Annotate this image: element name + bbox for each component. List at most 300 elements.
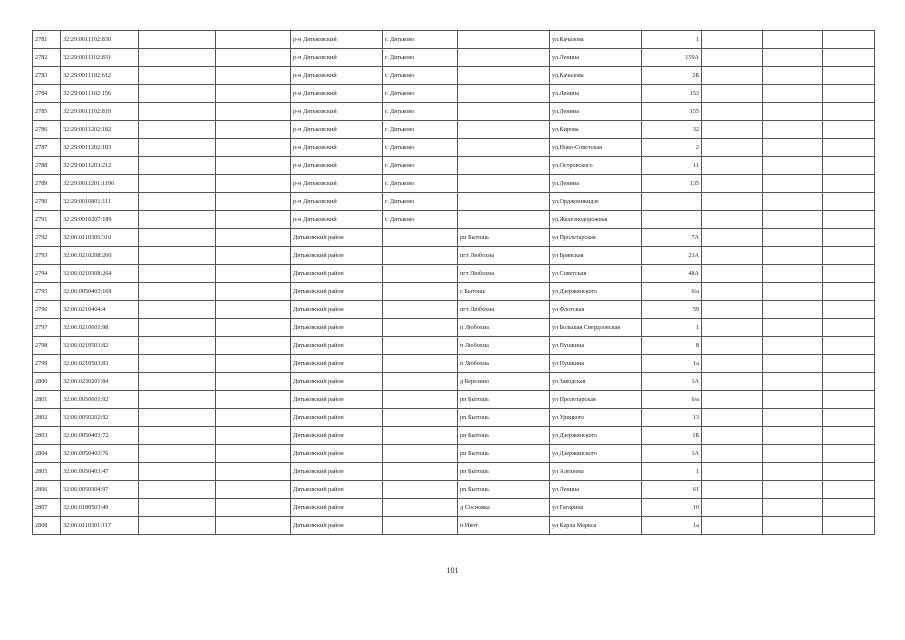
cadastral-number-cell: 32:29:0011201:1196: [61, 175, 139, 193]
row-number-cell: 2798: [33, 337, 61, 355]
row-number-cell: 2782: [33, 49, 61, 67]
row-number-cell: 2802: [33, 409, 61, 427]
empty-cell: [823, 85, 875, 103]
house-number-cell: 1: [642, 319, 702, 337]
district-cell: р-н Дятьковский: [291, 49, 383, 67]
empty-cell: [763, 463, 823, 481]
street-cell: ул Гагарина: [550, 499, 642, 517]
city-cell: г. Дятьково: [383, 85, 458, 103]
cadastral-number-cell: 32:06:0230201:84: [61, 373, 139, 391]
city-cell: [383, 355, 458, 373]
settlement-cell: [458, 121, 550, 139]
street-cell: ул.Ленина: [550, 103, 642, 121]
cadastral-number-cell: 32:29:0010801:111: [61, 193, 139, 211]
row-number-cell: 2786: [33, 121, 61, 139]
empty-cell: [216, 193, 291, 211]
empty-cell: [763, 85, 823, 103]
row-number-cell: 2789: [33, 175, 61, 193]
row-number-cell: 2805: [33, 463, 61, 481]
street-cell: ул.Кирова: [550, 121, 642, 139]
street-cell: ул.Ленина: [550, 85, 642, 103]
row-number-cell: 2806: [33, 481, 61, 499]
empty-cell: [702, 49, 763, 67]
table-row: [33, 175, 875, 193]
empty-cell: [702, 337, 763, 355]
empty-cell: [823, 193, 875, 211]
empty-cell: [216, 427, 291, 445]
house-number-cell: 1: [642, 463, 702, 481]
settlement-cell: рп Бытошь: [458, 463, 550, 481]
district-cell: Дятьковский район: [291, 481, 383, 499]
empty-cell: [702, 445, 763, 463]
row-number-cell: 2784: [33, 85, 61, 103]
empty-cell: [823, 49, 875, 67]
street-cell: ул Дзержинского: [550, 283, 642, 301]
district-cell: Дятьковский район: [291, 445, 383, 463]
district-cell: р-н Дятьковский: [291, 157, 383, 175]
settlement-cell: [458, 31, 550, 49]
settlement-cell: п Любохна: [458, 319, 550, 337]
table-row: [33, 283, 875, 301]
empty-cell: [139, 301, 216, 319]
settlement-cell: д Березино: [458, 373, 550, 391]
house-number-cell: 48А: [642, 265, 702, 283]
cadastral-number-cell: 32:06:0050403:72: [61, 427, 139, 445]
settlement-cell: пгт Любохна: [458, 247, 550, 265]
empty-cell: [763, 193, 823, 211]
district-cell: р-н Дятьковский: [291, 121, 383, 139]
settlement-cell: пгт Любохна: [458, 301, 550, 319]
house-number-cell: 2Б: [642, 67, 702, 85]
street-cell: ул Пролетарская: [550, 391, 642, 409]
cadastral-number-cell: 32:06:0110301:117: [61, 517, 139, 535]
settlement-cell: [458, 193, 550, 211]
table-row: [33, 337, 875, 355]
city-cell: [383, 301, 458, 319]
street-cell: ул Карла Маркса: [550, 517, 642, 535]
city-cell: [383, 445, 458, 463]
empty-cell: [139, 67, 216, 85]
district-cell: Дятьковский район: [291, 283, 383, 301]
empty-cell: [139, 355, 216, 373]
district-cell: р-н Дятьковский: [291, 67, 383, 85]
district-cell: р-н Дятьковский: [291, 139, 383, 157]
street-cell: ул Дзержинского: [550, 445, 642, 463]
street-cell: ул Алехеева: [550, 463, 642, 481]
cadastral-number-cell: 32:29:0011102:819: [61, 103, 139, 121]
table-row: [33, 85, 875, 103]
empty-cell: [216, 175, 291, 193]
district-cell: Дятьковский район: [291, 463, 383, 481]
empty-cell: [823, 139, 875, 157]
table-row: [33, 247, 875, 265]
house-number-cell: 6/а: [642, 391, 702, 409]
house-number-cell: 1А: [642, 445, 702, 463]
empty-cell: [139, 103, 216, 121]
city-cell: [383, 463, 458, 481]
address-table: [32, 30, 875, 535]
cadastral-number-cell: 32:06:0050403:47: [61, 463, 139, 481]
empty-cell: [216, 103, 291, 121]
empty-cell: [763, 103, 823, 121]
empty-cell: [823, 121, 875, 139]
district-cell: р-н Дятьковский: [291, 193, 383, 211]
empty-cell: [702, 157, 763, 175]
empty-cell: [823, 301, 875, 319]
empty-cell: [216, 121, 291, 139]
row-number-cell: 2799: [33, 355, 61, 373]
street-cell: ул.Железнодорожная: [550, 211, 642, 229]
table-row: [33, 49, 875, 67]
empty-cell: [702, 481, 763, 499]
table-row: [33, 103, 875, 121]
settlement-cell: рп Бытошь: [458, 229, 550, 247]
house-number-cell: 135: [642, 175, 702, 193]
row-number-cell: 2801: [33, 391, 61, 409]
empty-cell: [216, 409, 291, 427]
city-cell: [383, 319, 458, 337]
cadastral-number-cell: 32:06:0050304:97: [61, 481, 139, 499]
empty-cell: [763, 409, 823, 427]
street-cell: ул Ленина: [550, 481, 642, 499]
cadastral-number-cell: 32:06:0050601:92: [61, 391, 139, 409]
row-number-cell: 2794: [33, 265, 61, 283]
district-cell: Дятьковский район: [291, 247, 383, 265]
empty-cell: [139, 157, 216, 175]
row-number-cell: 2790: [33, 193, 61, 211]
empty-cell: [763, 373, 823, 391]
cadastral-number-cell: 32:06:0210404:4: [61, 301, 139, 319]
empty-cell: [139, 481, 216, 499]
empty-cell: [823, 463, 875, 481]
empty-cell: [702, 391, 763, 409]
district-cell: р-н Дятьковский: [291, 31, 383, 49]
empty-cell: [139, 139, 216, 157]
empty-cell: [216, 499, 291, 517]
cadastral-number-cell: 32:29:0011203:212: [61, 157, 139, 175]
empty-cell: [216, 85, 291, 103]
cadastral-number-cell: 32:29:0010207:189: [61, 211, 139, 229]
city-cell: [383, 337, 458, 355]
settlement-cell: [458, 49, 550, 67]
empty-cell: [823, 283, 875, 301]
empty-cell: [216, 211, 291, 229]
district-cell: Дятьковский район: [291, 229, 383, 247]
district-cell: Дятьковский район: [291, 355, 383, 373]
table-row: [33, 481, 875, 499]
table-row: [33, 31, 875, 49]
settlement-cell: [458, 157, 550, 175]
row-number-cell: 2800: [33, 373, 61, 391]
empty-cell: [763, 211, 823, 229]
row-number-cell: 2808: [33, 517, 61, 535]
table-row: [33, 463, 875, 481]
district-cell: р-н Дятьковский: [291, 103, 383, 121]
cadastral-number-cell: 32:29:0011102:830: [61, 31, 139, 49]
empty-cell: [139, 265, 216, 283]
settlement-cell: с Бытошь: [458, 283, 550, 301]
empty-cell: [139, 229, 216, 247]
city-cell: г. Дятьково: [383, 157, 458, 175]
street-cell: ул Заводская: [550, 373, 642, 391]
cadastral-number-cell: 32:06:0050202:92: [61, 409, 139, 427]
empty-cell: [823, 229, 875, 247]
row-number-cell: 2787: [33, 139, 61, 157]
empty-cell: [823, 481, 875, 499]
city-cell: [383, 409, 458, 427]
empty-cell: [702, 499, 763, 517]
empty-cell: [216, 157, 291, 175]
empty-cell: [702, 319, 763, 337]
row-number-cell: 2804: [33, 445, 61, 463]
empty-cell: [702, 121, 763, 139]
settlement-cell: пгт Любохна: [458, 265, 550, 283]
empty-cell: [823, 211, 875, 229]
cadastral-number-cell: 32:06:0210308:264: [61, 265, 139, 283]
empty-cell: [702, 31, 763, 49]
table-row: [33, 139, 875, 157]
row-number-cell: 2803: [33, 427, 61, 445]
row-number-cell: 2797: [33, 319, 61, 337]
empty-cell: [702, 265, 763, 283]
empty-cell: [823, 499, 875, 517]
empty-cell: [216, 391, 291, 409]
empty-cell: [823, 319, 875, 337]
city-cell: г. Дятьково: [383, 193, 458, 211]
empty-cell: [702, 463, 763, 481]
empty-cell: [216, 517, 291, 535]
table-row: [33, 517, 875, 535]
empty-cell: [702, 103, 763, 121]
empty-cell: [823, 409, 875, 427]
empty-cell: [763, 391, 823, 409]
house-number-cell: 6/а: [642, 283, 702, 301]
district-cell: р-н Дятьковский: [291, 175, 383, 193]
district-cell: Дятьковский район: [291, 391, 383, 409]
empty-cell: [763, 499, 823, 517]
street-cell: ул.Качалова: [550, 67, 642, 85]
empty-cell: [702, 247, 763, 265]
settlement-cell: п Любохна: [458, 355, 550, 373]
empty-cell: [702, 427, 763, 445]
settlement-cell: [458, 175, 550, 193]
settlement-cell: [458, 139, 550, 157]
street-cell: ул.Ново-Советская: [550, 139, 642, 157]
city-cell: [383, 373, 458, 391]
house-number-cell: 21А: [642, 247, 702, 265]
empty-cell: [763, 265, 823, 283]
street-cell: ул Флотская: [550, 301, 642, 319]
row-number-cell: 2788: [33, 157, 61, 175]
empty-cell: [763, 229, 823, 247]
table-row: [33, 373, 875, 391]
empty-cell: [216, 229, 291, 247]
row-number-cell: 2807: [33, 499, 61, 517]
empty-cell: [216, 301, 291, 319]
empty-cell: [139, 427, 216, 445]
street-cell: ул.Ленина: [550, 49, 642, 67]
cadastral-number-cell: 32:06:0050403:76: [61, 445, 139, 463]
street-cell: ул Пролетарская: [550, 229, 642, 247]
district-cell: Дятьковский район: [291, 265, 383, 283]
house-number-cell: 59: [642, 301, 702, 319]
empty-cell: [763, 283, 823, 301]
empty-cell: [763, 445, 823, 463]
settlement-cell: [458, 211, 550, 229]
empty-cell: [763, 247, 823, 265]
street-cell: ул.Качалова: [550, 31, 642, 49]
table-row: [33, 67, 875, 85]
empty-cell: [216, 265, 291, 283]
empty-cell: [216, 481, 291, 499]
empty-cell: [763, 355, 823, 373]
empty-cell: [763, 31, 823, 49]
house-number-cell: 153: [642, 85, 702, 103]
row-number-cell: 2795: [33, 283, 61, 301]
empty-cell: [216, 337, 291, 355]
house-number-cell: 13: [642, 409, 702, 427]
table-row: [33, 193, 875, 211]
empty-cell: [763, 427, 823, 445]
house-number-cell: 10: [642, 499, 702, 517]
empty-cell: [823, 517, 875, 535]
empty-cell: [702, 373, 763, 391]
street-cell: ул Советская: [550, 265, 642, 283]
empty-cell: [139, 247, 216, 265]
house-number-cell: [642, 193, 702, 211]
row-number-cell: 2785: [33, 103, 61, 121]
empty-cell: [702, 211, 763, 229]
empty-cell: [139, 85, 216, 103]
empty-cell: [823, 67, 875, 85]
district-cell: Дятьковский район: [291, 301, 383, 319]
cadastral-number-cell: 32:29:0011102:156: [61, 85, 139, 103]
house-number-cell: 1а: [642, 355, 702, 373]
district-cell: Дятьковский район: [291, 427, 383, 445]
empty-cell: [702, 301, 763, 319]
district-cell: Дятьковский район: [291, 337, 383, 355]
empty-cell: [763, 337, 823, 355]
house-number-cell: 8: [642, 337, 702, 355]
cadastral-number-cell: 32:29:0011102:612: [61, 67, 139, 85]
empty-cell: [823, 103, 875, 121]
empty-cell: [702, 193, 763, 211]
city-cell: [383, 427, 458, 445]
street-cell: ул.Островского: [550, 157, 642, 175]
street-cell: ул Пушкина: [550, 337, 642, 355]
empty-cell: [139, 193, 216, 211]
empty-cell: [823, 373, 875, 391]
house-number-cell: 61: [642, 481, 702, 499]
settlement-cell: рп Бытошь: [458, 445, 550, 463]
empty-cell: [763, 121, 823, 139]
settlement-cell: п Ивот: [458, 517, 550, 535]
empty-cell: [139, 445, 216, 463]
settlement-cell: п Любохна: [458, 337, 550, 355]
street-cell: ул Дзержинского: [550, 427, 642, 445]
empty-cell: [216, 247, 291, 265]
cadastral-number-cell: 32:06:0210503:83: [61, 355, 139, 373]
cadastral-number-cell: 32:29:0011202:183: [61, 139, 139, 157]
settlement-cell: рп Бытошь: [458, 427, 550, 445]
settlement-cell: д Сосновка: [458, 499, 550, 517]
empty-cell: [823, 337, 875, 355]
empty-cell: [139, 211, 216, 229]
table-row: [33, 211, 875, 229]
city-cell: г. Дятьково: [383, 211, 458, 229]
empty-cell: [763, 67, 823, 85]
table-row: [33, 265, 875, 283]
district-cell: Дятьковский район: [291, 409, 383, 427]
empty-cell: [139, 283, 216, 301]
page-number: 101: [446, 566, 459, 575]
district-cell: Дятьковский район: [291, 499, 383, 517]
city-cell: г. Дятьково: [383, 67, 458, 85]
city-cell: г. Дятьково: [383, 103, 458, 121]
house-number-cell: 7А: [642, 229, 702, 247]
city-cell: г. Дятьково: [383, 175, 458, 193]
city-cell: г. Дятьково: [383, 31, 458, 49]
table-row: [33, 391, 875, 409]
empty-cell: [139, 319, 216, 337]
city-cell: [383, 481, 458, 499]
cadastral-number-cell: 32:29:0011102:831: [61, 49, 139, 67]
empty-cell: [763, 319, 823, 337]
empty-cell: [139, 49, 216, 67]
empty-cell: [702, 409, 763, 427]
empty-cell: [702, 517, 763, 535]
empty-cell: [216, 373, 291, 391]
table-row: [33, 427, 875, 445]
empty-cell: [702, 355, 763, 373]
house-number-cell: 1Б: [642, 427, 702, 445]
settlement-cell: [458, 103, 550, 121]
empty-cell: [823, 355, 875, 373]
empty-cell: [823, 265, 875, 283]
empty-cell: [216, 67, 291, 85]
city-cell: [383, 391, 458, 409]
empty-cell: [763, 301, 823, 319]
cadastral-number-cell: 32:06:0110305:310: [61, 229, 139, 247]
table-body: [33, 31, 875, 535]
row-number-cell: 2791: [33, 211, 61, 229]
empty-cell: [139, 499, 216, 517]
house-number-cell: [642, 211, 702, 229]
row-number-cell: 2783: [33, 67, 61, 85]
empty-cell: [216, 31, 291, 49]
table-row: [33, 445, 875, 463]
city-cell: [383, 283, 458, 301]
empty-cell: [823, 427, 875, 445]
district-cell: р-н Дятьковский: [291, 85, 383, 103]
table-row: [33, 157, 875, 175]
empty-cell: [763, 517, 823, 535]
empty-cell: [702, 229, 763, 247]
settlement-cell: рп Бытошь: [458, 481, 550, 499]
empty-cell: [216, 319, 291, 337]
cadastral-number-cell: 32:06:0050403:169: [61, 283, 139, 301]
table-row: [33, 301, 875, 319]
district-cell: Дятьковский район: [291, 373, 383, 391]
table-row: [33, 121, 875, 139]
city-cell: [383, 265, 458, 283]
empty-cell: [763, 157, 823, 175]
empty-cell: [139, 373, 216, 391]
empty-cell: [216, 283, 291, 301]
empty-cell: [702, 175, 763, 193]
empty-cell: [823, 247, 875, 265]
street-cell: ул.Ленина: [550, 175, 642, 193]
